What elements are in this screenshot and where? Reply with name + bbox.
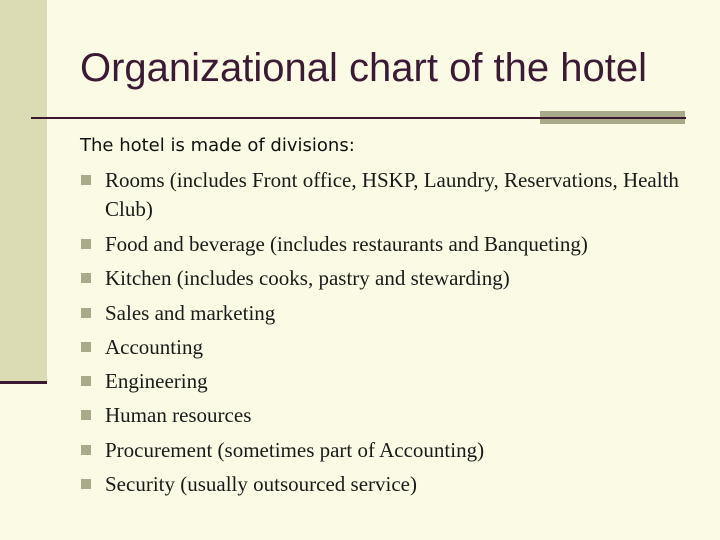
list-item — [80, 364, 690, 398]
list-item-label: Accounting — [105, 334, 203, 359]
list-item — [80, 398, 690, 432]
divisions-list — [80, 165, 690, 501]
list-item — [80, 433, 690, 467]
list-item-label: Rooms (includes Front office, HSKP, Laundry, Reservations, Health Club) — [105, 168, 679, 221]
left-decorative-bar — [0, 0, 47, 381]
list-item-label: Sales and marketing — [105, 300, 276, 325]
list-item — [80, 227, 690, 261]
list-item — [80, 261, 690, 295]
square-bullet-icon — [81, 239, 91, 249]
list-item — [80, 330, 690, 364]
square-bullet-icon — [81, 308, 91, 318]
title-divider — [31, 117, 686, 119]
square-bullet-icon — [81, 479, 91, 489]
list-item — [80, 296, 690, 330]
square-bullet-icon — [81, 342, 91, 352]
square-bullet-icon — [81, 376, 91, 386]
page-title: Organizational chart of the hotel — [80, 46, 648, 90]
list-item — [80, 467, 690, 501]
list-item — [80, 165, 690, 227]
square-bullet-icon — [81, 410, 91, 420]
list-item-label: Procurement (sometimes part of Accounting) — [105, 437, 485, 462]
square-bullet-icon — [81, 445, 91, 455]
list-item-label: Security (usually outsourced service) — [105, 472, 417, 497]
list-item-label: Food and beverage (includes restaurants and Banqueting) — [105, 232, 588, 256]
list-item-label: Human resources — [105, 403, 252, 428]
square-bullet-icon — [81, 175, 91, 185]
square-bullet-icon — [81, 273, 91, 283]
list-item-label: Engineering — [105, 369, 208, 394]
list-item-label: Kitchen (includes cooks, pastry and stewarding) — [105, 266, 510, 291]
divisions-subheading: The hotel is made of divisions: — [80, 135, 355, 156]
left-decorative-line — [0, 381, 47, 384]
